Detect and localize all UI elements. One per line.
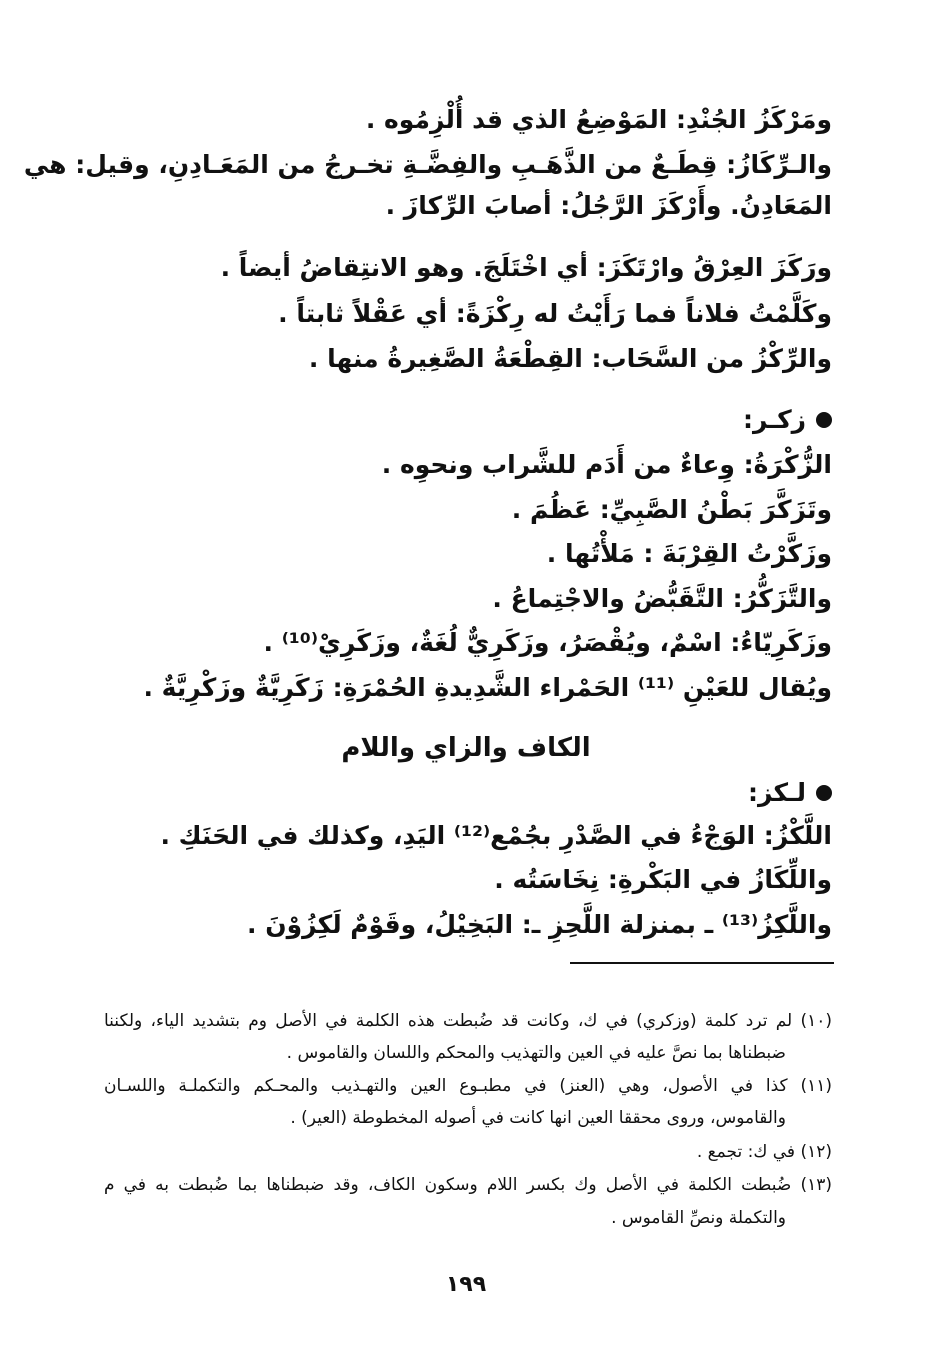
footnote-line: (١٢) في ك: تجمع .	[696, 1142, 832, 1162]
entry-heading-zkr	[743, 400, 832, 440]
page-number: ١٩٩	[445, 1272, 487, 1297]
text-line: والـرِّكَازُ: قِطَـعٌ من الذَّهَـبِ والفِضَّـةِ تخـرجُ من المَعَـادِنِ، وقيل: هي	[23, 150, 832, 179]
text-line: ورَكَزَ العِرْقُ وارْتَكَزَ: أي اخْتَلَجَ. وهو الانتِقاضُ أيضاً .	[220, 253, 832, 282]
footnote-divider	[570, 962, 834, 964]
text-line: اللَّكْزُ: الوَجْءُ في الصَّدْرِ بجُمْع⁽¹²⁾ اليَدِ، وكذلك في الحَنَكِ .	[160, 821, 832, 850]
footnote-line: (١١) كذا في الأصول، وهي (العنز) في مطبـوع العين والتهـذيب والمحـكم والتكملـة واللسـان	[104, 1076, 832, 1096]
text-line: وزَكَّرْتُ القِرْبَةَ : مَلأْتُها .	[546, 539, 832, 568]
text-line: ومَرْكَزُ الجُنْدِ: المَوْضِعُ الذي قد أُلْزِمُوه .	[365, 105, 832, 134]
footnote-line: (١٣) ضُبطت الكلمة في الأصل وك بكسر اللام وسكون الكاف، وقد ضبطناها بما ضُبطت به في م	[104, 1175, 832, 1195]
footnote-line: (١٠) لم ترد كلمة (وزكري) في ك، وكانت قد ضُبطت هذه الكلمة في الأصل وم بتشديد الياء، ولكننا	[104, 1011, 832, 1031]
chapter-title: الكاف والزاي واللام	[341, 733, 591, 763]
text-line: الزُّكْرَةُ: وِعاءٌ من أَدَم للشَّراب ونحوِه .	[381, 450, 832, 479]
footnote-line: والقاموس، وروى محققا العين انها كانت في أصوله المخطوطة (العير) .	[290, 1108, 786, 1128]
text-line: واللِّكَازُ في البَكْرةِ: نِخَاسَتُه .	[494, 865, 832, 894]
text-line: المَعَادِنُ. وأَرْكَزَ الرَّجُلُ: أصابَ الرِّكازَ .	[385, 191, 832, 220]
text-line: واللَّكِزُ⁽¹³⁾ ـ بمنزلة اللَّحِزِ ـ: البَخِيْلُ، وقَوْمٌ لَكِزُوْنَ .	[247, 910, 832, 939]
entry-heading-label: زكـر:	[742, 405, 806, 434]
text-line: وزَكَرِيّاءُ: اسْمٌ، ويُقْصَرُ، وزَكَرِيٌّ لُغَةٌ، وزَكَرِيْ⁽¹⁰⁾ .	[263, 628, 832, 657]
text-line: والرِّكْزُ من السَّحَاب: القِطْعَةُ الصَّغِيرةُ منها .	[308, 344, 832, 373]
bullet-icon	[816, 785, 832, 801]
entry-heading-lkz	[748, 773, 832, 813]
footnote-line: والتكملة ونصِّ القاموس .	[611, 1208, 786, 1228]
bullet-icon	[816, 412, 832, 428]
entry-heading-label: لـكز:	[747, 778, 806, 807]
text-line: وتَزَكَّرَ بَطْنُ الصَّبِيِّ: عَظُمَ .	[511, 495, 832, 524]
text-line: وكَلَّمْتُ فلاناً فما رَأَيْتُ له رِكْزَةً: أي عَقْلاً ثابتاً .	[278, 299, 832, 328]
text-line: والتَّزَكُّرُ: التَّقَبُّضُ والاجْتِماعُ .	[492, 584, 832, 613]
text-line: ويُقال للعَيْنِ ⁽¹¹⁾ الحَمْراء الشَّدِيدةِ الحُمْرَةِ: زَكَرِيَّةٌ وزَكْرِيَّةٌ .	[143, 673, 832, 702]
footnote-line: ضبطناها بما نصَّ عليه في العين والتهذيب والمحكم واللسان والقاموس .	[286, 1043, 786, 1063]
